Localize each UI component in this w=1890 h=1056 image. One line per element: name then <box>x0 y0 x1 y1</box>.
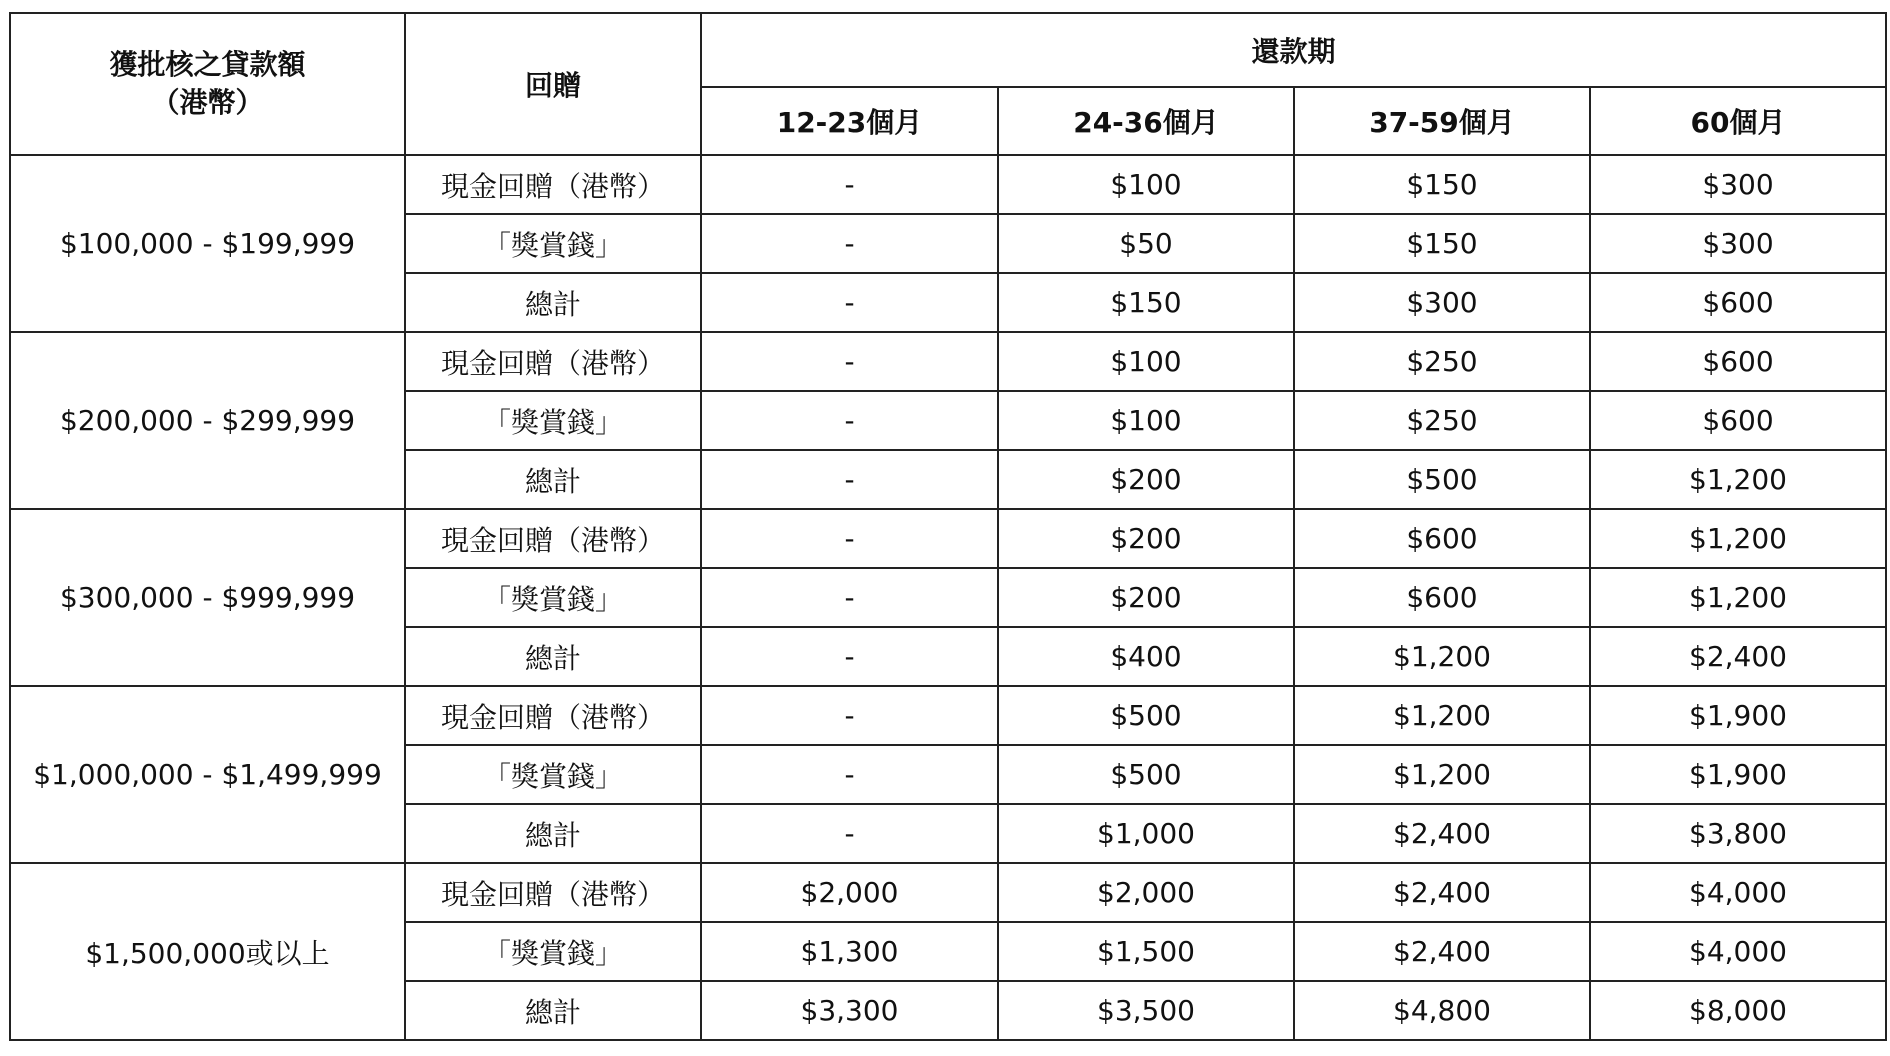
table-row <box>10 332 1886 391</box>
cash-value-cell: - <box>701 332 998 391</box>
reward-value-cell: $50 <box>998 214 1294 273</box>
loan-amount-cell: $300,000 - $999,999 <box>10 509 405 686</box>
reward-value-cell: $1,500 <box>998 922 1294 981</box>
cash-value-cell: $1,900 <box>1590 686 1886 745</box>
cash-value-cell: $1,200 <box>1294 686 1590 745</box>
total-value-cell: - <box>701 273 998 332</box>
cash-value-cell: $500 <box>998 686 1294 745</box>
table-row <box>10 686 1886 745</box>
reward-value-cell: $1,900 <box>1590 745 1886 804</box>
total-value-cell: $400 <box>998 627 1294 686</box>
table-row <box>10 509 1886 568</box>
cash-value-cell: $2,400 <box>1294 863 1590 922</box>
total-value-cell: $2,400 <box>1590 627 1886 686</box>
reward-value-cell: $1,300 <box>701 922 998 981</box>
cash-value-cell: $1,200 <box>1590 509 1886 568</box>
rebate-type-label: 總計 <box>405 627 701 686</box>
rebate-type-label: 「獎賞錢」 <box>405 922 701 981</box>
total-value-cell: - <box>701 804 998 863</box>
total-value-cell: $1,200 <box>1590 450 1886 509</box>
rebate-type-label: 「獎賞錢」 <box>405 391 701 450</box>
rebate-type-label: 現金回贈（港幣） <box>405 155 701 214</box>
cash-value-cell: $300 <box>1590 155 1886 214</box>
rebate-type-label: 總計 <box>405 273 701 332</box>
rebate-type-label: 「獎賞錢」 <box>405 745 701 804</box>
loan-amount-cell: $1,000,000 - $1,499,999 <box>10 686 405 863</box>
rebate-type-label: 現金回贈（港幣） <box>405 686 701 745</box>
reward-value-cell: $100 <box>998 391 1294 450</box>
reward-value-cell: $1,200 <box>1590 568 1886 627</box>
cash-value-cell: $200 <box>998 509 1294 568</box>
total-value-cell: $600 <box>1590 273 1886 332</box>
total-value-cell: $3,500 <box>998 981 1294 1040</box>
reward-value-cell: $2,400 <box>1294 922 1590 981</box>
cash-value-cell: $4,000 <box>1590 863 1886 922</box>
cash-value-cell: $100 <box>998 332 1294 391</box>
total-value-cell: $500 <box>1294 450 1590 509</box>
total-value-cell: $150 <box>998 273 1294 332</box>
rebate-type-label: 現金回贈（港幣） <box>405 332 701 391</box>
reward-value-cell: $150 <box>1294 214 1590 273</box>
total-value-cell: $2,400 <box>1294 804 1590 863</box>
rebate-type-label: 總計 <box>405 981 701 1040</box>
total-value-cell: - <box>701 627 998 686</box>
cash-value-cell: $600 <box>1590 332 1886 391</box>
rebate-type-label: 總計 <box>405 804 701 863</box>
reward-value-cell: $4,000 <box>1590 922 1886 981</box>
table-body <box>10 155 1886 1040</box>
rebate-table <box>9 12 1887 1041</box>
loan-amount-cell: $100,000 - $199,999 <box>10 155 405 332</box>
cash-value-cell: $2,000 <box>701 863 998 922</box>
total-value-cell: $3,800 <box>1590 804 1886 863</box>
loan-amount-header-line1: 獲批核之貸款額 <box>109 48 306 81</box>
reward-value-cell: - <box>701 391 998 450</box>
reward-value-cell: $500 <box>998 745 1294 804</box>
total-value-cell: $8,000 <box>1590 981 1886 1040</box>
cash-value-cell: $2,000 <box>998 863 1294 922</box>
rebate-type-label: 「獎賞錢」 <box>405 214 701 273</box>
reward-value-cell: $600 <box>1294 568 1590 627</box>
reward-value-cell: $1,200 <box>1294 745 1590 804</box>
rebate-header: 回贈 <box>405 13 701 155</box>
cash-value-cell: $600 <box>1294 509 1590 568</box>
loan-amount-cell: $200,000 - $299,999 <box>10 332 405 509</box>
reward-value-cell: $300 <box>1590 214 1886 273</box>
repayment-period-header: 還款期 <box>701 13 1886 87</box>
header-row-1 <box>10 13 1886 87</box>
table-row <box>10 155 1886 214</box>
total-value-cell: $1,200 <box>1294 627 1590 686</box>
loan-amount-header <box>10 13 405 155</box>
reward-value-cell: $250 <box>1294 391 1590 450</box>
total-value-cell: - <box>701 450 998 509</box>
cash-value-cell: $250 <box>1294 332 1590 391</box>
reward-value-cell: - <box>701 214 998 273</box>
total-value-cell: $300 <box>1294 273 1590 332</box>
loan-amount-header-line2: （港幣） <box>151 86 264 119</box>
total-value-cell: $3,300 <box>701 981 998 1040</box>
reward-value-cell: $200 <box>998 568 1294 627</box>
period-header-12-23: 12-23個月 <box>701 87 998 155</box>
cash-value-cell: $100 <box>998 155 1294 214</box>
table-row <box>10 863 1886 922</box>
period-header-37-59: 37-59個月 <box>1294 87 1590 155</box>
reward-value-cell: $600 <box>1590 391 1886 450</box>
period-header-60: 60個月 <box>1590 87 1886 155</box>
reward-value-cell: - <box>701 568 998 627</box>
total-value-cell: $200 <box>998 450 1294 509</box>
total-value-cell: $1,000 <box>998 804 1294 863</box>
rebate-type-label: 現金回贈（港幣） <box>405 863 701 922</box>
rebate-type-label: 「獎賞錢」 <box>405 568 701 627</box>
rebate-type-label: 現金回贈（港幣） <box>405 509 701 568</box>
cash-value-cell: $150 <box>1294 155 1590 214</box>
rebate-type-label: 總計 <box>405 450 701 509</box>
loan-amount-cell: $1,500,000或以上 <box>10 863 405 1040</box>
cash-value-cell: - <box>701 686 998 745</box>
cash-value-cell: - <box>701 155 998 214</box>
period-header-24-36: 24-36個月 <box>998 87 1294 155</box>
cash-value-cell: - <box>701 509 998 568</box>
reward-value-cell: - <box>701 745 998 804</box>
total-value-cell: $4,800 <box>1294 981 1590 1040</box>
